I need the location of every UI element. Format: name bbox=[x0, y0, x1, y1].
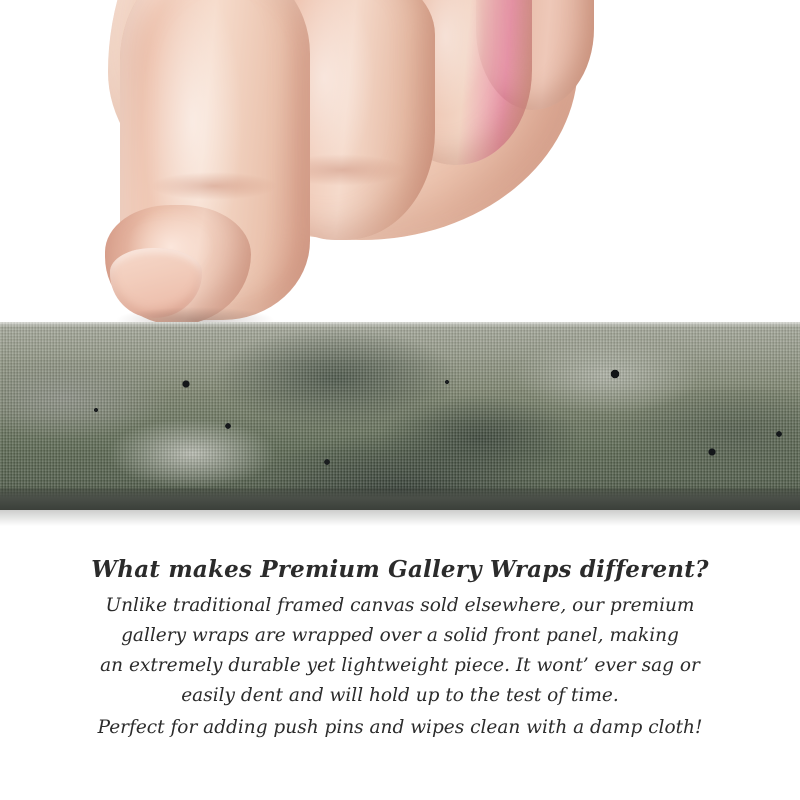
caption-line: an extremely durable yet lightweight piece. It wont’ ever sag or bbox=[100, 655, 700, 676]
canvas-edge-backing bbox=[0, 488, 800, 510]
caption-body bbox=[0, 591, 800, 743]
hand-photo-region bbox=[0, 0, 800, 330]
caption-line: gallery wraps are wrapped over a solid front panel, making bbox=[121, 625, 679, 646]
index-finger-knuckle-crease bbox=[130, 168, 298, 204]
canvas-drop-shadow bbox=[0, 510, 800, 526]
canvas-edge-highlight bbox=[0, 322, 800, 327]
caption-line: Perfect for adding push pins and wipes clean with a damp cloth! bbox=[97, 717, 703, 738]
caption-line: easily dent and will hold up to the test of time. bbox=[181, 685, 619, 706]
caption-block bbox=[0, 556, 800, 743]
caption-heading: What makes Premium Gallery Wraps different? bbox=[91, 556, 709, 583]
canvas-wrap-edge bbox=[0, 322, 800, 510]
caption-line: Unlike traditional framed canvas sold elsewhere, our premium bbox=[105, 595, 695, 616]
